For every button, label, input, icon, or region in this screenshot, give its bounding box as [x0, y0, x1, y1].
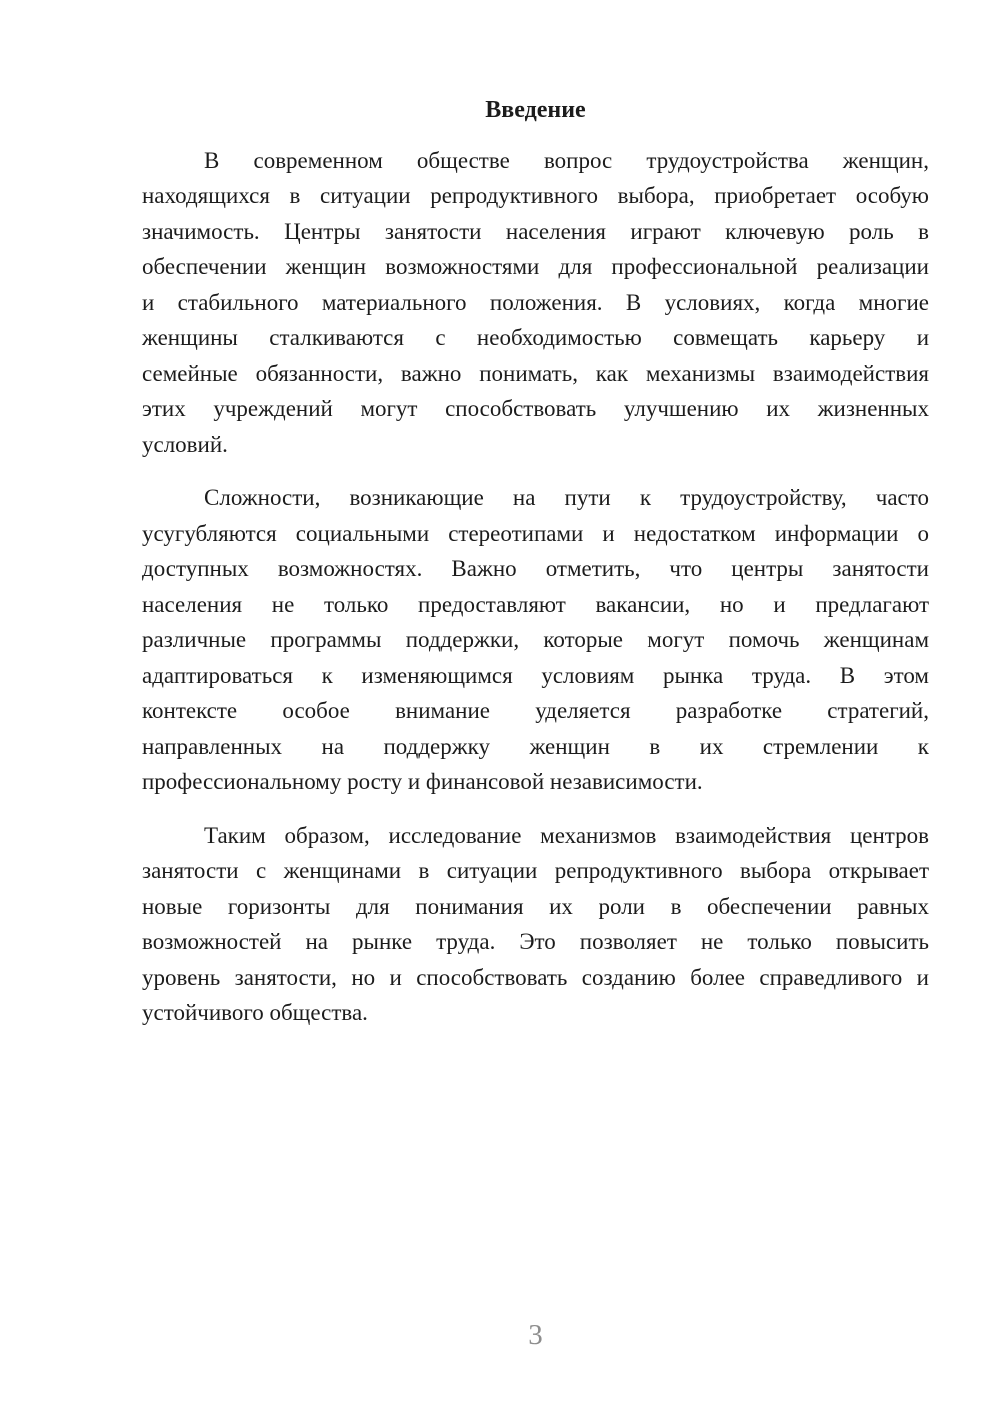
text-line: устойчивого общества. — [142, 1000, 368, 1025]
text-line: контексте особое внимание уделяется разработке стратегий, — [142, 698, 929, 723]
text-line: условий. — [142, 431, 228, 457]
text-line: значимость. Центры занятости населения играют ключевую роль в — [142, 218, 929, 244]
text-line: находящихся в ситуации репродуктивного выбора, приобретает особую — [142, 183, 929, 208]
text-line: семейные обязанности, важно понимать, как механизмы взаимодействия — [142, 360, 929, 386]
text-line: уровень занятости, но и способствовать созданию более справедливого и — [142, 964, 929, 990]
text-line: различные программы поддержки, которые могут помочь женщинам — [142, 627, 929, 652]
text-line: усугубляются социальными стереотипами и недостатком информации о — [142, 520, 929, 546]
text-line: новые горизонты для понимания их роли в обеспечении равных — [142, 893, 929, 919]
paragraph — [142, 818, 929, 1031]
text-line: В современном обществе вопрос трудоустройства женщин, — [204, 147, 929, 173]
page-number: 3 — [528, 1319, 543, 1351]
text-line: населения не только предоставляют вакансии, но и предлагают — [142, 591, 929, 617]
text-line: доступных возможностях. Важно отметить, что центры занятости — [142, 556, 929, 581]
text-line: адаптироваться к изменяющимся условиям рынка труда. В этом — [142, 662, 929, 688]
text-line: направленных на поддержку женщин в их стремлении к — [142, 733, 929, 759]
paragraph — [142, 480, 929, 800]
text-line: профессиональному росту и финансовой независимости. — [142, 769, 703, 794]
document-content — [142, 93, 929, 1031]
paragraph — [142, 143, 929, 463]
document-body — [142, 143, 929, 1031]
text-line: Таким образом, исследование механизмов взаимодействия центров — [204, 822, 929, 848]
text-line: и стабильного материального положения. В условиях, когда многие — [142, 289, 929, 315]
section-heading: Введение — [485, 97, 586, 123]
text-line: Сложности, возникающие на пути к трудоустройству, часто — [204, 485, 929, 510]
text-line: возможностей на рынке труда. Это позволяет не только повысить — [142, 929, 929, 954]
text-line: занятости с женщинами в ситуации репродуктивного выбора открывает — [142, 858, 929, 883]
text-line: обеспечении женщин возможностями для профессиональной реализации — [142, 254, 929, 279]
text-line: этих учреждений могут способствовать улучшению их жизненных — [142, 396, 929, 421]
text-line: женщины сталкиваются с необходимостью совмещать карьеру и — [142, 325, 929, 350]
